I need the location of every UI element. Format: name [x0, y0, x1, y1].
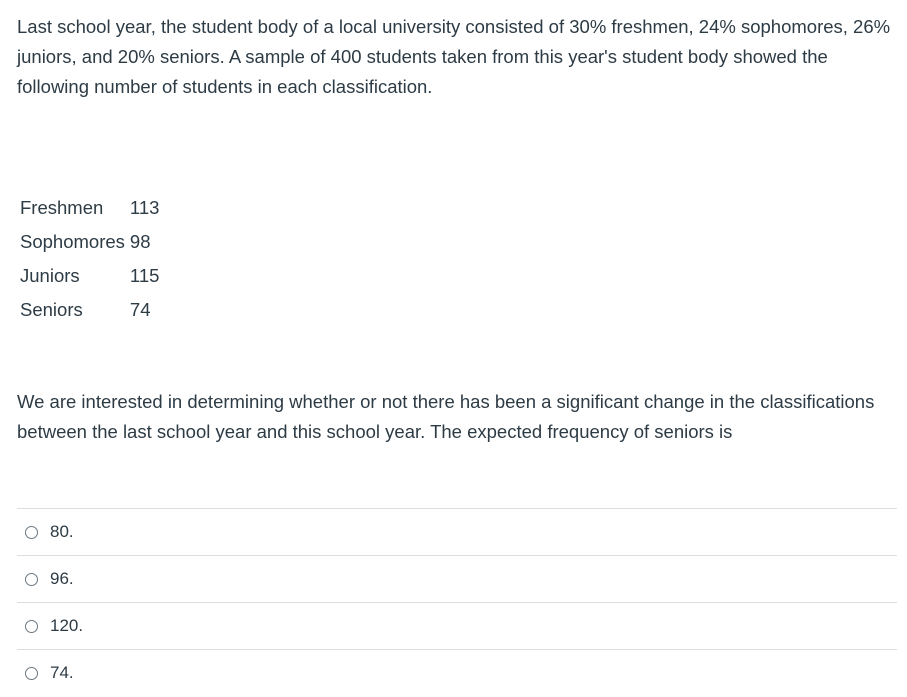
answer-option-1[interactable]: [17, 508, 897, 555]
table-row: [17, 225, 162, 259]
answer-label: 96.: [50, 569, 74, 588]
classification-count: 115: [129, 265, 160, 286]
answer-label: 74.: [50, 663, 74, 682]
table-row: [17, 191, 162, 225]
radio-button-icon[interactable]: [25, 526, 38, 539]
classification-count: 113: [129, 197, 160, 218]
answer-list: [17, 508, 897, 696]
radio-button-icon[interactable]: [25, 573, 38, 586]
classification-label: Freshmen: [20, 197, 104, 218]
classification-table: [17, 191, 162, 327]
classification-label: Seniors: [20, 299, 83, 320]
answer-option-2[interactable]: [17, 555, 897, 602]
classification-label: Sophomores: [20, 231, 125, 252]
answer-option-4[interactable]: [17, 649, 897, 696]
classification-label: Juniors: [20, 265, 80, 286]
classification-count: 98: [129, 231, 151, 252]
answer-option-3[interactable]: [17, 602, 897, 649]
radio-button-icon[interactable]: [25, 620, 38, 633]
question-intro: Last school year, the student body of a local university consisted of 30% freshmen, 24% sophomores, 26% juniors, and 20% seniors. A sample of 400 students taken from this year's student body showed the following number of students in each classification.: [17, 16, 891, 97]
table-row: [17, 293, 162, 327]
question-prompt: We are interested in determining whether or not there has been a significant change in the classifications between the last school year and this school year. The expected frequency of seniors is: [17, 391, 875, 442]
table-row: [17, 259, 162, 293]
radio-button-icon[interactable]: [25, 667, 38, 680]
answer-label: 120.: [50, 616, 84, 635]
classification-count: 74: [129, 299, 151, 320]
answer-label: 80.: [50, 522, 74, 541]
